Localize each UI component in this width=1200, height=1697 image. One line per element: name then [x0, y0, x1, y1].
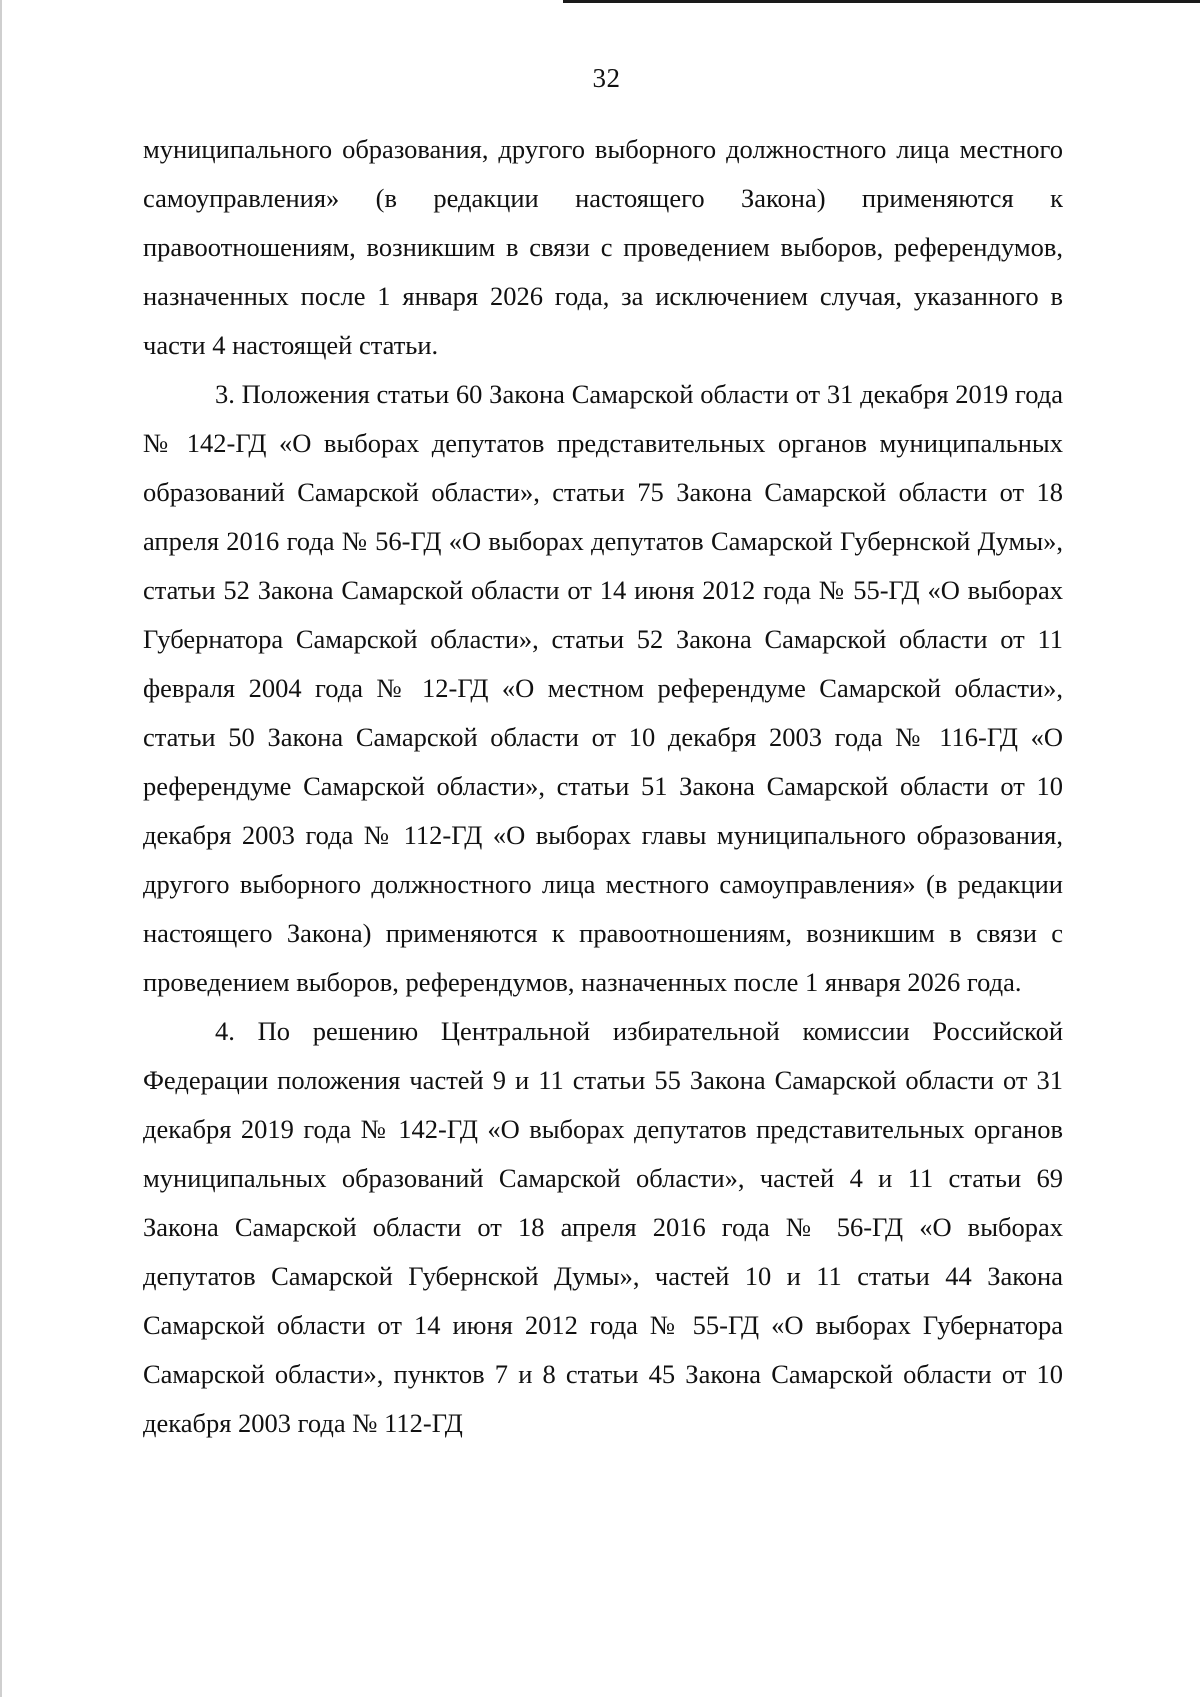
document-body: [143, 125, 1063, 1448]
paragraph-4: 4. По решению Центральной избирательной комиссии Российской Федерации положения частей 9 и 11 статьи 55 Закона Самарской области от 31 декабря 2019 года № 142-ГД «О выборах депутатов представительных органов муниципальных образований Самарской области», частей 4 и 11 статьи 69 Закона Самарской области от 18 апреля 2016 года № 56-ГД «О выборах депутатов Самарской Губернской Думы», частей 10 и 11 статьи 44 Закона Самарской области от 14 июня 2012 года № 55-ГД «О выборах Губернатора Самарской области», пунктов 7 и 8 статьи 45 Закона Самарской области от 10 декабря 2003 года № 112-ГД: [143, 1016, 1063, 1438]
page-left-edge: [0, 0, 2, 1697]
paragraph-continuation: муниципального образования, другого выборного должностного лица местного самоуправления» (в редакции настоящего Закона) применяются к правоотношениям, возникшим в связи с проведением выборов, референдумов, назначенных после 1 января 2026 года, за исключением случая, указанного в части 4 настоящей статьи.: [143, 134, 1063, 360]
page-top-rule: [563, 0, 1200, 3]
page-number: 32: [592, 63, 621, 93]
paragraph-3: 3. Положения статьи 60 Закона Самарской области от 31 декабря 2019 года № 142-ГД «О выборах депутатов представительных органов муниципальных образований Самарской области», статьи 75 Закона Самарской области от 18 апреля 2016 года № 56-ГД «О выборах депутатов Самарской Губернской Думы», статьи 52 Закона Самарской области от 14 июня 2012 года № 55-ГД «О выборах Губернатора Самарской области», статьи 52 Закона Самарской области от 11 февраля 2004 года № 12-ГД «О местном референдуме Самарской области», статьи 50 Закона Самарской области от 10 декабря 2003 года № 116-ГД «О референдуме Самарской области», статьи 51 Закона Самарской области от 10 декабря 2003 года № 112-ГД «О выборах главы муниципального образования, другого выборного должностного лица местного самоуправления» (в редакции настоящего Закона) применяются к правоотношениям, возникшим в связи с проведением выборов, референдумов, назначенных после 1 января 2026 года.: [143, 379, 1063, 997]
